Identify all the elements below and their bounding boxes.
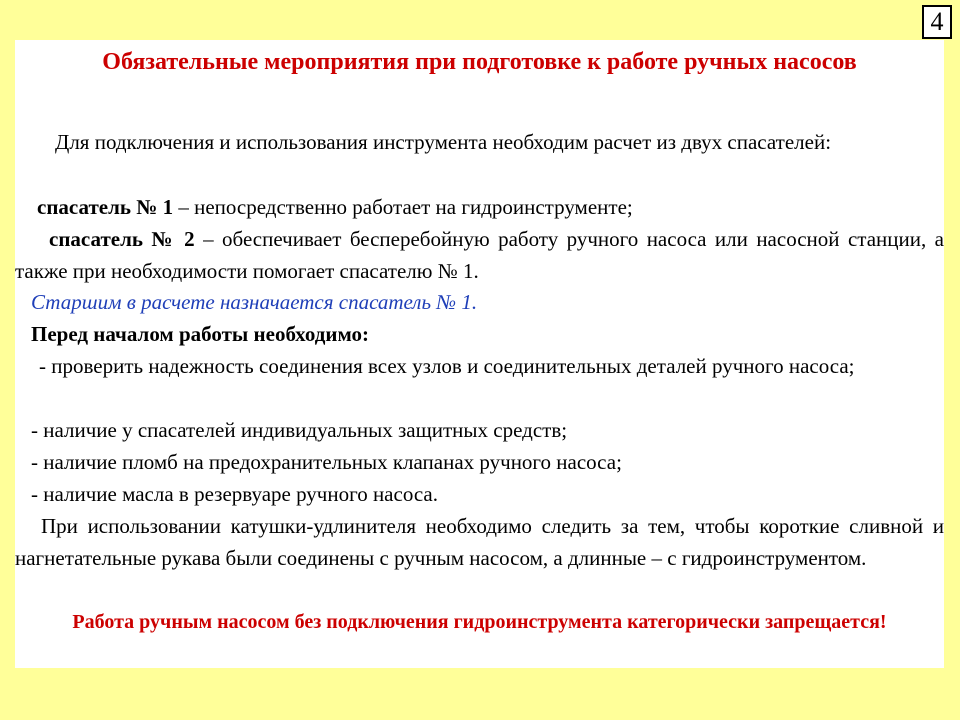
rescuer-2-paragraph bbox=[15, 223, 944, 287]
intro-paragraph: Для подключения и использования инструмента необходим расчет из двух спасателей: bbox=[55, 130, 832, 154]
slide-title: Обязательные мероприятия при подготовке к работе ручных насосов bbox=[102, 49, 857, 75]
page-number: 4 bbox=[922, 5, 952, 39]
content-panel bbox=[15, 40, 944, 668]
rescuer-2-text: – обеспечивает бесперебойную работу ручного насоса или насосной станции, а также при необходимости помогает спасателю № 1. bbox=[15, 227, 944, 283]
rescuer-1-paragraph bbox=[15, 191, 944, 223]
rescuer-1-label: спасатель № 1 bbox=[37, 195, 174, 219]
before-work-heading: Перед началом работы необходимо: bbox=[31, 322, 370, 346]
reel-note-paragraph: При использовании катушки-удлинителя необходимо следить за тем, чтобы короткие сливной и нагнетательные рукава были соединены с ручным насосом, а длинные – с гидроинструментом. bbox=[15, 514, 944, 570]
rescuer-1-text: – непосредственно работает на гидроинструменте; bbox=[173, 195, 633, 219]
check-item: - наличие масла в резервуаре ручного насоса. bbox=[31, 482, 438, 506]
check-item: - наличие у спасателей индивидуальных защитных средств; bbox=[31, 418, 568, 442]
warning-text: Работа ручным насосом без подключения гидроинструмента категорически запрещается! bbox=[72, 611, 887, 633]
rescuer-2-label: спасатель № 2 bbox=[49, 227, 195, 251]
senior-note: Старшим в расчете назначается спасатель № 1. bbox=[31, 290, 478, 314]
check-item: - проверить надежность соединения всех узлов и соединительных деталей ручного насоса; bbox=[39, 354, 855, 378]
check-item: - наличие пломб на предохранительных клапанах ручного насоса; bbox=[31, 450, 622, 474]
